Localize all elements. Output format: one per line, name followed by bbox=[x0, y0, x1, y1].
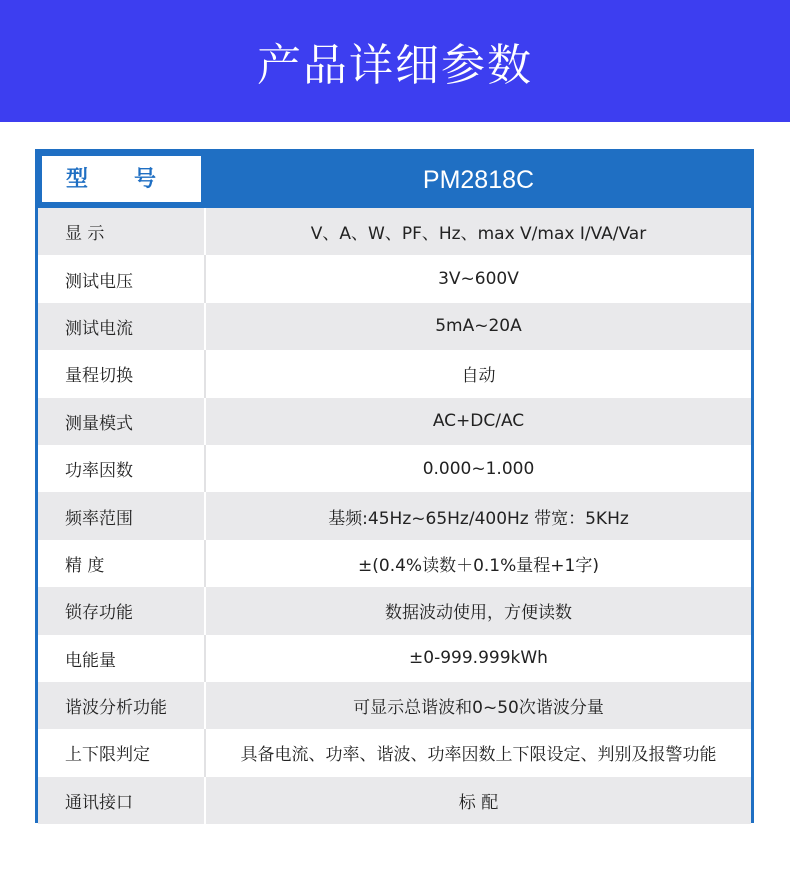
table-header-row bbox=[38, 152, 751, 208]
row-label: 电能量 bbox=[65, 650, 116, 671]
model-label-box bbox=[40, 154, 203, 204]
table-row bbox=[38, 682, 751, 729]
row-value: 标 配 bbox=[458, 792, 499, 813]
row-value: 3V~600V bbox=[438, 269, 519, 290]
row-label: 锁存功能 bbox=[65, 603, 133, 624]
table-row bbox=[38, 635, 751, 682]
row-value: 0.000~1.000 bbox=[422, 458, 535, 479]
row-value: 数据波动使用，方便读数 bbox=[385, 603, 572, 624]
row-value: AC+DC/AC bbox=[432, 411, 525, 432]
spec-rows bbox=[38, 208, 751, 824]
row-label: 上下限判定 bbox=[65, 745, 150, 766]
table-row bbox=[38, 492, 751, 539]
table-row bbox=[38, 445, 751, 492]
row-value: ±0-999.999kWh bbox=[409, 648, 548, 669]
table-row bbox=[38, 303, 751, 350]
banner bbox=[0, 0, 790, 122]
table-row bbox=[38, 587, 751, 634]
row-label: 量程切换 bbox=[65, 366, 133, 387]
table-row bbox=[38, 540, 751, 587]
table-row bbox=[38, 208, 751, 255]
row-label: 显 示 bbox=[65, 224, 105, 245]
model-value: PM2818C bbox=[422, 166, 535, 194]
row-label: 测量模式 bbox=[65, 413, 133, 434]
row-label: 频率范围 bbox=[65, 508, 133, 529]
row-label: 通讯接口 bbox=[65, 792, 133, 813]
table-row bbox=[38, 398, 751, 445]
row-value: V、A、W、PF、Hz、max V/max I/VA/Var bbox=[310, 224, 647, 245]
row-label: 功率因数 bbox=[65, 461, 133, 482]
row-value: 5mA~20A bbox=[435, 316, 522, 337]
row-value: 可显示总谐波和0~50次谐波分量 bbox=[353, 698, 604, 719]
row-label: 测试电压 bbox=[65, 271, 133, 292]
spec-table bbox=[35, 149, 754, 823]
model-label: 型号 bbox=[66, 167, 203, 192]
table-row bbox=[38, 777, 751, 824]
row-label: 精 度 bbox=[65, 555, 105, 576]
row-label: 测试电流 bbox=[65, 318, 133, 339]
table-row bbox=[38, 350, 751, 397]
row-value: ±(0.4%读数＋0.1%量程+1字) bbox=[358, 555, 599, 576]
row-value: 基频:45Hz~65Hz/400Hz 带宽：5KHz bbox=[328, 508, 629, 529]
table-row bbox=[38, 255, 751, 302]
row-value: 具备电流、功率、谐波、功率因数上下限设定、判别及报警功能 bbox=[240, 745, 717, 766]
row-label: 谐波分析功能 bbox=[65, 698, 167, 719]
table-row bbox=[38, 729, 751, 776]
row-value: 自动 bbox=[461, 366, 496, 387]
page-title: 产品详细参数 bbox=[257, 40, 533, 91]
